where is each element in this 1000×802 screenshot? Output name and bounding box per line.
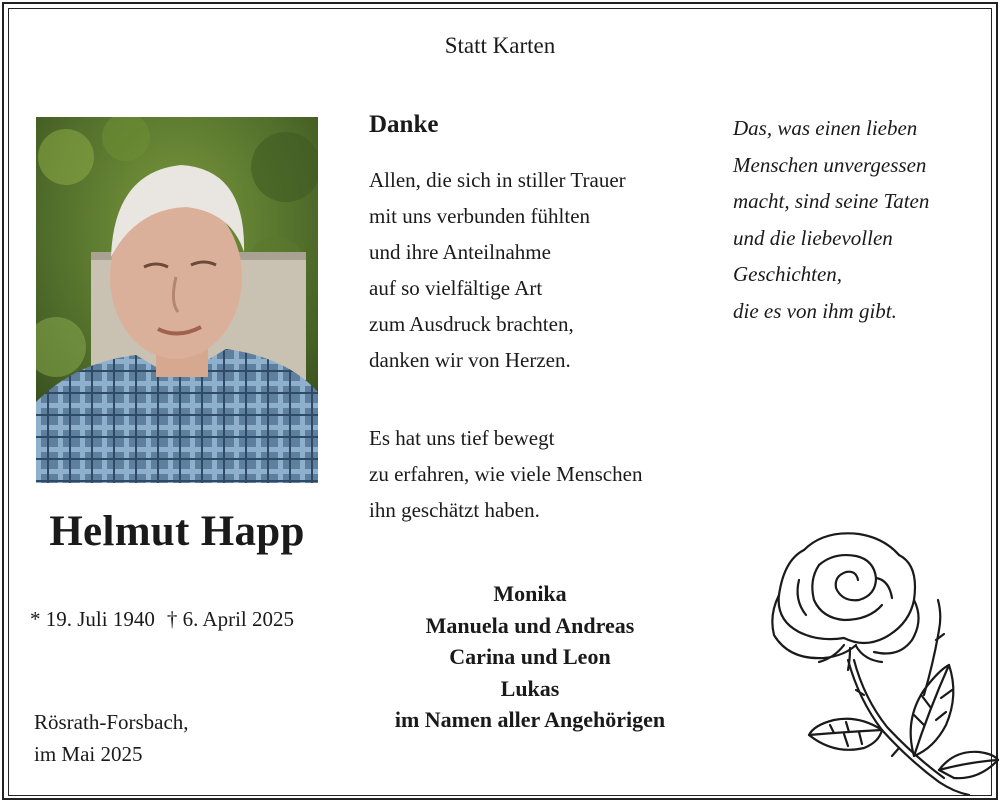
text-line: ihn geschätzt haben. (369, 498, 540, 522)
place-and-date (34, 706, 189, 770)
text-line: zu erfahren, wie viele Menschen (369, 462, 643, 486)
signer: Carina und Leon (449, 644, 611, 669)
deceased-name: Helmut Happ (49, 508, 305, 555)
signer: im Namen aller Angehörigen (394, 707, 666, 732)
life-dates (30, 607, 294, 632)
text-line: danken wir von Herzen. (369, 348, 571, 372)
place-line: Rösrath-Forsbach, (34, 710, 189, 734)
text-line: Es hat uns tief bewegt (369, 426, 555, 450)
header-statt-karten: Statt Karten (444, 33, 556, 58)
death-date: † 6. April 2025 (166, 607, 295, 631)
quote-line: die es von ihm gibt. (733, 298, 897, 323)
quote-line: Das, was einen lieben (733, 116, 918, 140)
date-line: im Mai 2025 (34, 742, 143, 766)
quote-line: Menschen unvergessen (733, 152, 927, 177)
memorial-quote (733, 110, 929, 329)
text-line: auf so vielfältige Art (369, 276, 543, 300)
signer: Lukas (500, 675, 560, 701)
quote-line: Geschichten, (733, 262, 843, 286)
rose-illustration (764, 520, 1000, 796)
text-line: Allen, die sich in stiller Trauer (369, 168, 626, 192)
signers-block (338, 578, 722, 736)
text-line: mit uns verbunden fühlten (369, 204, 591, 228)
signer: Monika (493, 581, 567, 606)
text-line: und ihre Anteilnahme (369, 240, 551, 264)
thanks-paragraph-2 (369, 420, 642, 528)
quote-line: macht, sind seine Taten (733, 189, 930, 213)
thanks-heading: Danke (369, 111, 439, 138)
quote-line: und die liebevollen (733, 225, 893, 250)
signer: Manuela und Andreas (425, 612, 635, 638)
portrait-photo (36, 117, 318, 483)
birth-date: * 19. Juli 1940 (30, 607, 155, 631)
thanks-paragraph-1 (369, 162, 626, 378)
text-line: zum Ausdruck brachten, (369, 312, 574, 336)
